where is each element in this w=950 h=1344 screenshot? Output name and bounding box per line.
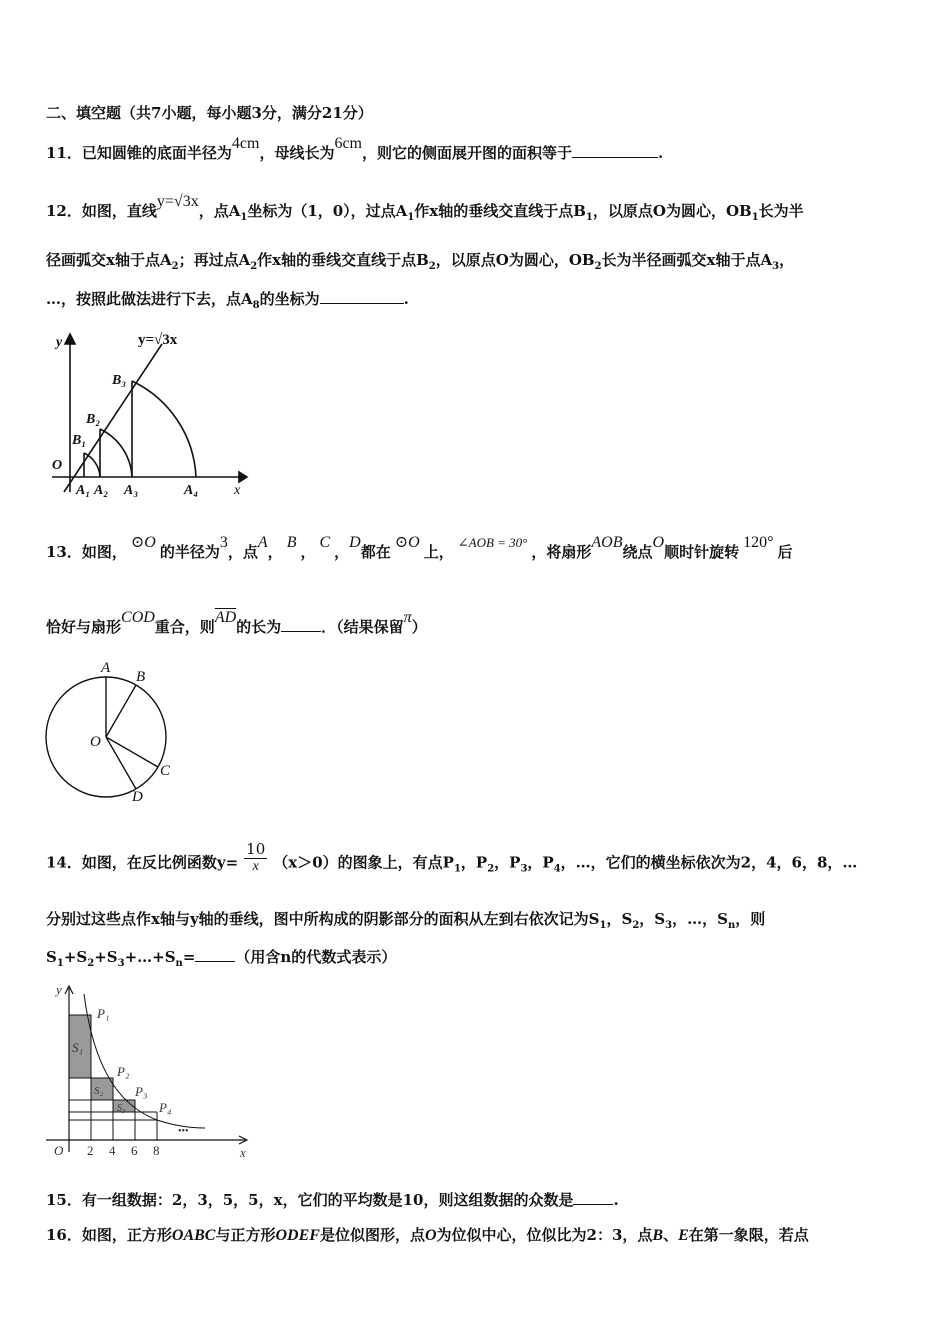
- q12-text: 长为半: [758, 202, 804, 220]
- q13-text: ）: [411, 618, 427, 636]
- q13-text: 顺时针旋转: [664, 543, 740, 561]
- x-axis-arrow: [239, 472, 247, 482]
- q12-text: 坐标为（1，0），过点A: [247, 202, 408, 220]
- fig14-tick-6: 6: [131, 1143, 138, 1158]
- q14-sub: 2: [487, 863, 495, 875]
- fig14-tick-4: 4: [109, 1143, 116, 1158]
- q16-text: 如图，正方形: [81, 1226, 172, 1244]
- q11-end: .: [658, 144, 664, 162]
- q14-number: 14．: [46, 853, 82, 872]
- fig14-tick-2: 2: [87, 1143, 94, 1158]
- radius-ob: [106, 685, 136, 737]
- q14-text: ，…，它们的横坐标依次为2，4，6，8，…: [560, 853, 858, 872]
- q12-sub: 3: [772, 261, 780, 272]
- q16-point-b: B: [652, 1227, 664, 1244]
- arc-ob1: [84, 453, 100, 477]
- q13-text: 绕点: [622, 543, 653, 561]
- q16-text: 为位似中心，位似比为2：3，点: [436, 1226, 653, 1244]
- q13-point-b: B: [286, 534, 297, 551]
- fig13-a-label: A: [101, 660, 111, 676]
- q14-text: ，P: [494, 853, 521, 872]
- q14-figure: [40, 980, 260, 1162]
- q12-sub: 1: [751, 212, 759, 223]
- q14-text: 分别过这些点作x轴与y轴的垂线，图中所构成的阴影部分的面积从左到右依次记为S: [46, 910, 600, 928]
- q12-text: ；再过点A: [178, 251, 251, 269]
- q16-number: 16．: [46, 1226, 82, 1244]
- q13-text: 如图，: [81, 543, 127, 561]
- fig12-b2-label: B₂: [86, 412, 101, 427]
- q12-sub: 8: [252, 300, 260, 311]
- q12-sub: 2: [171, 261, 179, 272]
- q13-angle: ∠AOB = 30°: [457, 535, 528, 550]
- q14-text: =: [182, 948, 196, 966]
- fig14-tick-8: 8: [153, 1143, 160, 1158]
- q13-arc-ad: $\overline{AD}$: [214, 609, 237, 626]
- fig14-p2-label: P₂: [117, 1064, 130, 1079]
- q14-text: ，P: [460, 853, 488, 872]
- q12-sub: 1: [407, 212, 415, 223]
- q11-slant: 6cm: [334, 135, 362, 152]
- q12-text: ，以原点O为圆心，OB: [435, 251, 595, 269]
- question-13-line-1: 13．如图，⊙O的半径为3，点A，B，C，D都在⊙O上，∠AOB = 30°，将扇形AOB绕点O顺时针旋转120°后: [46, 534, 793, 561]
- q12-text: 如图，直线: [81, 202, 157, 220]
- q14-sub: 2: [632, 920, 640, 931]
- question-14-line-3: [46, 946, 396, 969]
- q14-answer-blank[interactable]: [195, 947, 235, 962]
- radius-oc: [106, 737, 158, 767]
- q12-text: 长为半径画弧交x轴于点A: [601, 251, 773, 269]
- q16-point-o: O: [424, 1227, 437, 1244]
- q14-sub: n: [175, 958, 183, 969]
- q16-point-e: E: [678, 1227, 689, 1244]
- q12-answer-blank[interactable]: [320, 289, 404, 304]
- q15-text: 有一组数据：2，3，5，5，x，它们的平均数是10，则这组数据的众数是: [81, 1191, 574, 1209]
- fig14-p1-label: P₁: [97, 1006, 110, 1021]
- q12-text: 作x轴的垂线交直线于点B: [414, 202, 586, 220]
- q15-number: 15．: [46, 1191, 82, 1209]
- fig12-b3-label: B₃: [112, 373, 127, 388]
- q14-sub: 3: [520, 863, 528, 875]
- radius-od: [106, 737, 136, 789]
- line-y-sqrt3x: [64, 344, 162, 492]
- q13-text: ，将扇形: [531, 543, 592, 561]
- q14-sub: 1: [453, 863, 461, 875]
- q14-fraction-denominator: x: [252, 859, 259, 874]
- q13-text: 上，: [423, 543, 454, 561]
- q12-text: ，点A: [198, 202, 241, 220]
- q14-sub: 1: [599, 920, 607, 931]
- q14-text: +S: [63, 948, 88, 966]
- q16-square-odef: ODEF: [275, 1227, 320, 1244]
- question-14-line-2: [46, 908, 765, 931]
- q13-text: 的半径为: [159, 543, 220, 561]
- fig12-x-label: x: [234, 483, 241, 498]
- q14-sub: 3: [665, 920, 673, 931]
- q16-text: 与正方形: [215, 1226, 276, 1244]
- q12-end: .: [403, 290, 409, 308]
- q13-figure: [38, 655, 188, 805]
- q12-number: 12．: [46, 202, 82, 220]
- fig14-s3-label: S₃: [117, 1103, 126, 1114]
- fig13-b-label: B: [136, 669, 146, 685]
- q14-text: ，P: [527, 853, 554, 872]
- q13-text: 的长为: [236, 618, 282, 636]
- q14-text: S: [46, 948, 57, 966]
- q13-point-d: D: [349, 534, 361, 551]
- question-12-line-2: [46, 249, 794, 272]
- q11-text-2: ，母线长为: [259, 144, 335, 162]
- question-12-line-3: [46, 288, 409, 311]
- arc-ob2: [100, 429, 132, 477]
- q14-sub: 4: [553, 863, 561, 875]
- q14-text: 如图，在反比例函数y=: [81, 853, 239, 872]
- q13-text: ．（结果保留: [321, 618, 404, 636]
- q14-text: ，…，S: [672, 910, 728, 928]
- q14-sub: 2: [87, 958, 95, 969]
- q15-end: .: [613, 1191, 619, 1209]
- q13-point-a: A: [257, 534, 268, 551]
- q13-rotation: 120°: [743, 534, 774, 551]
- q12-sub: 1: [240, 212, 248, 223]
- y-axis-arrow: [65, 334, 75, 344]
- fig14-s2-label: S₂: [94, 1085, 104, 1097]
- q13-text: 后: [777, 543, 793, 561]
- q14-text: +S: [94, 948, 118, 966]
- q16-square-oabc: OABC: [171, 1227, 216, 1244]
- fig14-y-label: y: [56, 982, 62, 997]
- fig12-eq-label: y=√3x: [138, 332, 178, 348]
- q13-sector-aob: AOB: [591, 534, 623, 551]
- q13-point-o: O: [652, 534, 665, 551]
- question-16: [46, 1224, 809, 1245]
- q12-text: …，按照此做法进行下去，点A: [46, 290, 253, 308]
- q11-radius: 4cm: [231, 135, 260, 152]
- fig12-a1-label: A₁: [76, 483, 91, 498]
- q14-text: （用含n的代数式表示）: [235, 948, 397, 966]
- q13-radius: 3: [219, 534, 228, 551]
- q14-text: +…+S: [124, 948, 176, 966]
- q14-sub: n: [727, 920, 736, 931]
- q13-circle-o: ⊙O: [394, 534, 420, 551]
- q14-text: ，S: [639, 910, 666, 928]
- fig14-s1-label: S₁: [72, 1040, 84, 1055]
- fig12-y-label: y: [56, 335, 63, 350]
- fig12-a4-label: A₄: [184, 483, 199, 498]
- q12-line-equation: y=√3x: [156, 193, 199, 210]
- question-15: [46, 1189, 619, 1210]
- fig13-o-label: O: [90, 734, 101, 750]
- fig12-a3-label: A₃: [124, 483, 139, 498]
- fig12-o-label: O: [52, 458, 63, 473]
- q11-number: 11．: [46, 144, 82, 162]
- q12-text: ，以原点O为圆心，OB: [592, 202, 752, 220]
- q13-circle-o: ⊙O: [130, 534, 156, 551]
- q13-text: 恰好与扇形: [46, 618, 122, 636]
- q12-figure: [44, 322, 254, 502]
- q14-text: （x＞0）的图象上，有点P: [273, 853, 454, 872]
- q12-sub: 2: [428, 261, 436, 272]
- fig12-b1-label: B₁: [72, 433, 87, 448]
- question-11: [46, 135, 664, 163]
- q14-fraction: [244, 840, 267, 875]
- fig12-a2-label: A₂: [94, 483, 109, 498]
- fig14-x-label: x: [240, 1145, 246, 1160]
- q12-text: ，: [779, 251, 795, 269]
- q14-sub: 1: [56, 958, 64, 969]
- q13-point-c: C: [319, 534, 331, 551]
- q12-text: 的坐标为: [259, 290, 320, 308]
- q11-answer-blank[interactable]: [572, 143, 658, 158]
- fig13-d-label: D: [132, 789, 143, 805]
- q13-sector-cod: COD: [121, 609, 155, 626]
- fig14-o-label: O: [54, 1143, 64, 1158]
- question-14-line-1: [46, 840, 858, 881]
- q12-sub: 1: [585, 212, 593, 223]
- q14-text: ，则: [735, 910, 766, 928]
- q13-text: 重合，则: [154, 618, 215, 636]
- q15-answer-blank[interactable]: [573, 1190, 613, 1205]
- q16-sep: 、: [663, 1226, 679, 1244]
- question-13-line-2: [46, 609, 427, 637]
- fig13-c-label: C: [160, 763, 171, 779]
- fig14-dots: •••: [178, 1126, 189, 1137]
- q13-number: 13．: [46, 543, 82, 561]
- q13-answer-blank[interactable]: [281, 617, 321, 632]
- section-heading: 二、填空题（共7小题，每小题3分，满分21分）: [46, 104, 373, 122]
- fig14-p4-label: P₄: [159, 1100, 172, 1115]
- q12-text: 径画弧交x轴于点A: [46, 251, 172, 269]
- q13-text: ，点: [227, 543, 258, 561]
- fig14-p3-label: P₃: [135, 1084, 148, 1099]
- q16-text: 是位似图形，点: [319, 1226, 425, 1244]
- q13-text: 都在: [360, 543, 391, 561]
- q12-sub: 2: [250, 261, 258, 272]
- q12-sub: 2: [594, 261, 602, 272]
- arc-ob3: [132, 381, 196, 477]
- q11-text-3: ，则它的侧面展开图的面积等于: [362, 144, 573, 162]
- q13-pi: π: [403, 609, 412, 626]
- q11-text-1: 已知圆锥的底面半径为: [81, 144, 232, 162]
- q16-text: 在第一象限，若点: [688, 1226, 809, 1244]
- q14-text: ，S: [606, 910, 633, 928]
- q12-text: 作x轴的垂线交直线于点B: [257, 251, 429, 269]
- q14-sub: 3: [117, 958, 125, 969]
- q14-fraction-numerator: 10: [246, 840, 266, 858]
- question-12-line-1: [46, 193, 804, 223]
